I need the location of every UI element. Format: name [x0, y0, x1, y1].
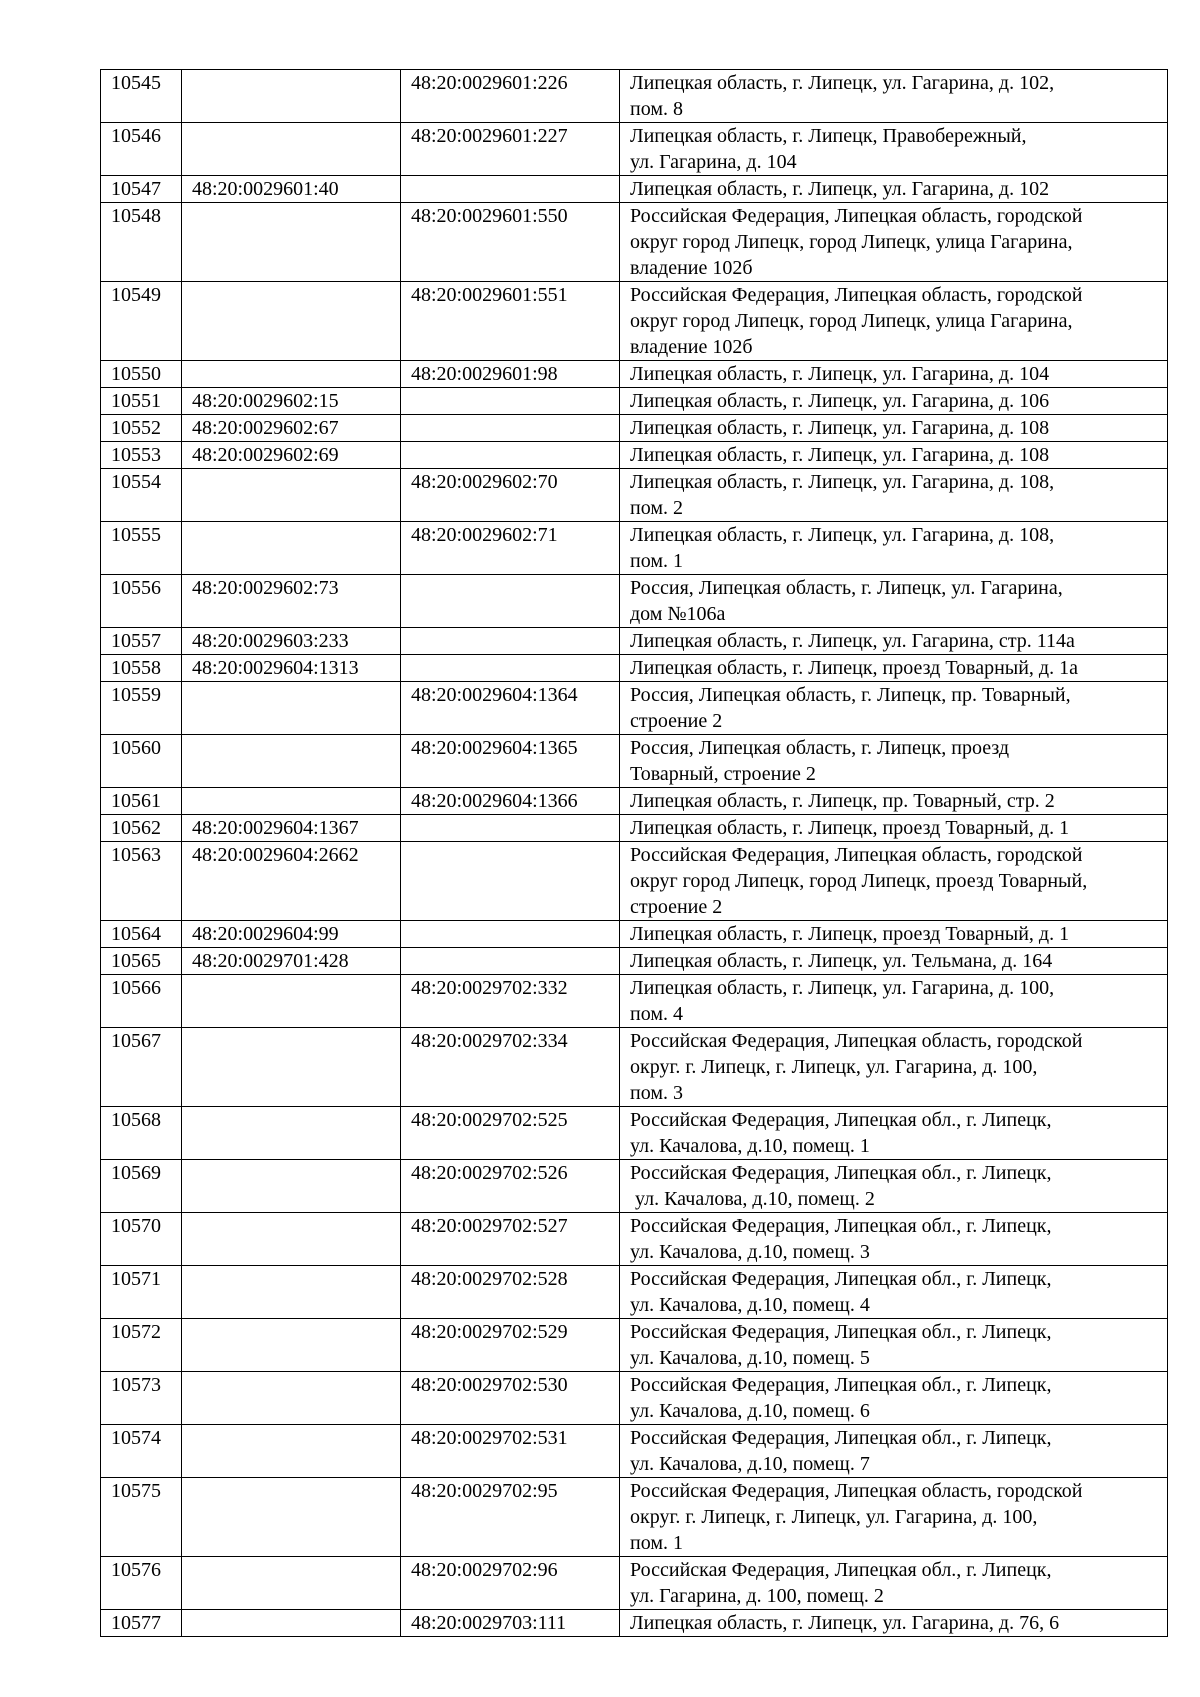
row-number-cell: 10555 [101, 522, 182, 575]
table-row [101, 1372, 1168, 1425]
parcel-cadastral-number-cell: 48:20:0029602:67 [182, 415, 401, 442]
address-cell: Липецкая область, г. Липецк, ул. Гагарина, д. 108 [620, 442, 1168, 469]
address-cell: Липецкая область, г. Липецк, ул. Гагарина, д. 102 [620, 176, 1168, 203]
records-table-body [101, 70, 1168, 1637]
table-row [101, 70, 1168, 123]
row-number-cell: 10554 [101, 469, 182, 522]
address-cell: Липецкая область, г. Липецк, ул. Гагарина, д. 106 [620, 388, 1168, 415]
parcel-cadastral-number-cell: 48:20:0029701:428 [182, 948, 401, 975]
address-cell: Липецкая область, г. Липецк, ул. Гагарина, д. 108, пом. 2 [620, 469, 1168, 522]
object-cadastral-number-cell: 48:20:0029702:526 [401, 1160, 620, 1213]
table-row [101, 975, 1168, 1028]
object-cadastral-number-cell [401, 655, 620, 682]
row-number-cell: 10577 [101, 1610, 182, 1637]
parcel-cadastral-number-cell [182, 1213, 401, 1266]
parcel-cadastral-number-cell: 48:20:0029601:40 [182, 176, 401, 203]
address-cell: Липецкая область, г. Липецк, проезд Товарный, д. 1 [620, 921, 1168, 948]
parcel-cadastral-number-cell: 48:20:0029604:1313 [182, 655, 401, 682]
address-cell: Липецкая область, г. Липецк, ул. Гагарина, д. 104 [620, 361, 1168, 388]
row-number-cell: 10553 [101, 442, 182, 469]
table-row [101, 176, 1168, 203]
table-row [101, 788, 1168, 815]
parcel-cadastral-number-cell [182, 1372, 401, 1425]
table-row [101, 1557, 1168, 1610]
object-cadastral-number-cell: 48:20:0029702:530 [401, 1372, 620, 1425]
row-number-cell: 10574 [101, 1425, 182, 1478]
object-cadastral-number-cell [401, 575, 620, 628]
row-number-cell: 10551 [101, 388, 182, 415]
address-cell: Российская Федерация, Липецкая область, городской округ город Липецк, город Липецк, проезд Товарный, строение 2 [620, 842, 1168, 921]
object-cadastral-number-cell: 48:20:0029702:527 [401, 1213, 620, 1266]
table-row [101, 442, 1168, 469]
object-cadastral-number-cell: 48:20:0029604:1364 [401, 682, 620, 735]
address-cell: Липецкая область, г. Липецк, пр. Товарный, стр. 2 [620, 788, 1168, 815]
parcel-cadastral-number-cell: 48:20:0029603:233 [182, 628, 401, 655]
address-cell: Липецкая область, г. Липецк, Правобережный, ул. Гагарина, д. 104 [620, 123, 1168, 176]
row-number-cell: 10546 [101, 123, 182, 176]
table-row [101, 1478, 1168, 1557]
parcel-cadastral-number-cell [182, 682, 401, 735]
table-row [101, 469, 1168, 522]
table-row [101, 388, 1168, 415]
parcel-cadastral-number-cell [182, 788, 401, 815]
row-number-cell: 10564 [101, 921, 182, 948]
address-cell: Российская Федерация, Липецкая обл., г. Липецк, ул. Качалова, д.10, помещ. 7 [620, 1425, 1168, 1478]
address-cell: Липецкая область, г. Липецк, ул. Гагарина, д. 108, пом. 1 [620, 522, 1168, 575]
address-cell: Российская Федерация, Липецкая обл., г. Липецк, ул. Качалова, д.10, помещ. 4 [620, 1266, 1168, 1319]
address-cell: Липецкая область, г. Липецк, ул. Гагарина, стр. 114а [620, 628, 1168, 655]
parcel-cadastral-number-cell: 48:20:0029604:99 [182, 921, 401, 948]
table-row [101, 361, 1168, 388]
parcel-cadastral-number-cell [182, 975, 401, 1028]
address-cell: Российская Федерация, Липецкая область, городской округ. г. Липецк, г. Липецк, ул. Гагарина, д. 100, пом. 3 [620, 1028, 1168, 1107]
table-row [101, 575, 1168, 628]
records-table [100, 69, 1168, 1637]
row-number-cell: 10547 [101, 176, 182, 203]
table-row [101, 1160, 1168, 1213]
object-cadastral-number-cell: 48:20:0029702:334 [401, 1028, 620, 1107]
parcel-cadastral-number-cell [182, 70, 401, 123]
parcel-cadastral-number-cell [182, 1610, 401, 1637]
object-cadastral-number-cell: 48:20:0029702:531 [401, 1425, 620, 1478]
object-cadastral-number-cell [401, 921, 620, 948]
parcel-cadastral-number-cell [182, 123, 401, 176]
row-number-cell: 10550 [101, 361, 182, 388]
address-cell: Российская Федерация, Липецкая обл., г. Липецк, ул. Качалова, д.10, помещ. 3 [620, 1213, 1168, 1266]
row-number-cell: 10562 [101, 815, 182, 842]
address-cell: Российская Федерация, Липецкая обл., г. Липецк, ул. Качалова, д.10, помещ. 6 [620, 1372, 1168, 1425]
table-row [101, 628, 1168, 655]
table-row [101, 1213, 1168, 1266]
table-row [101, 1425, 1168, 1478]
parcel-cadastral-number-cell: 48:20:0029602:15 [182, 388, 401, 415]
parcel-cadastral-number-cell [182, 1160, 401, 1213]
table-row [101, 921, 1168, 948]
table-row [101, 1319, 1168, 1372]
address-cell: Липецкая область, г. Липецк, проезд Товарный, д. 1 [620, 815, 1168, 842]
parcel-cadastral-number-cell: 48:20:0029602:73 [182, 575, 401, 628]
row-number-cell: 10566 [101, 975, 182, 1028]
table-row [101, 1266, 1168, 1319]
parcel-cadastral-number-cell [182, 361, 401, 388]
object-cadastral-number-cell [401, 842, 620, 921]
address-cell: Российская Федерация, Липецкая обл., г. Липецк, ул. Качалова, д.10, помещ. 2 [620, 1160, 1168, 1213]
object-cadastral-number-cell: 48:20:0029703:111 [401, 1610, 620, 1637]
object-cadastral-number-cell [401, 628, 620, 655]
row-number-cell: 10571 [101, 1266, 182, 1319]
parcel-cadastral-number-cell [182, 1319, 401, 1372]
table-row [101, 842, 1168, 921]
row-number-cell: 10565 [101, 948, 182, 975]
table-row [101, 682, 1168, 735]
parcel-cadastral-number-cell [182, 1107, 401, 1160]
address-cell: Российская Федерация, Липецкая область, городской округ город Липецк, город Липецк, улица Гагарина, владение 102б [620, 203, 1168, 282]
row-number-cell: 10570 [101, 1213, 182, 1266]
row-number-cell: 10572 [101, 1319, 182, 1372]
object-cadastral-number-cell: 48:20:0029601:98 [401, 361, 620, 388]
address-cell: Российская Федерация, Липецкая обл., г. Липецк, ул. Качалова, д.10, помещ. 1 [620, 1107, 1168, 1160]
table-row [101, 1610, 1168, 1637]
parcel-cadastral-number-cell: 48:20:0029604:2662 [182, 842, 401, 921]
parcel-cadastral-number-cell [182, 1266, 401, 1319]
parcel-cadastral-number-cell [182, 522, 401, 575]
object-cadastral-number-cell: 48:20:0029601:227 [401, 123, 620, 176]
address-cell: Липецкая область, г. Липецк, ул. Гагарина, д. 102, пом. 8 [620, 70, 1168, 123]
object-cadastral-number-cell: 48:20:0029702:96 [401, 1557, 620, 1610]
parcel-cadastral-number-cell [182, 1028, 401, 1107]
object-cadastral-number-cell: 48:20:0029602:70 [401, 469, 620, 522]
parcel-cadastral-number-cell [182, 469, 401, 522]
table-row [101, 203, 1168, 282]
row-number-cell: 10575 [101, 1478, 182, 1557]
object-cadastral-number-cell: 48:20:0029601:226 [401, 70, 620, 123]
row-number-cell: 10556 [101, 575, 182, 628]
table-row [101, 415, 1168, 442]
row-number-cell: 10567 [101, 1028, 182, 1107]
address-cell: Российская Федерация, Липецкая обл., г. Липецк, ул. Качалова, д.10, помещ. 5 [620, 1319, 1168, 1372]
parcel-cadastral-number-cell [182, 1478, 401, 1557]
address-cell: Россия, Липецкая область, г. Липецк, ул. Гагарина, дом №106а [620, 575, 1168, 628]
row-number-cell: 10559 [101, 682, 182, 735]
row-number-cell: 10548 [101, 203, 182, 282]
address-cell: Россия, Липецкая область, г. Липецк, пр. Товарный, строение 2 [620, 682, 1168, 735]
table-row [101, 123, 1168, 176]
table-row [101, 948, 1168, 975]
address-cell: Липецкая область, г. Липецк, проезд Товарный, д. 1а [620, 655, 1168, 682]
object-cadastral-number-cell: 48:20:0029604:1365 [401, 735, 620, 788]
row-number-cell: 10563 [101, 842, 182, 921]
row-number-cell: 10557 [101, 628, 182, 655]
parcel-cadastral-number-cell: 48:20:0029604:1367 [182, 815, 401, 842]
row-number-cell: 10576 [101, 1557, 182, 1610]
table-row [101, 282, 1168, 361]
object-cadastral-number-cell: 48:20:0029702:528 [401, 1266, 620, 1319]
parcel-cadastral-number-cell: 48:20:0029602:69 [182, 442, 401, 469]
row-number-cell: 10552 [101, 415, 182, 442]
table-row [101, 735, 1168, 788]
address-cell: Россия, Липецкая область, г. Липецк, проезд Товарный, строение 2 [620, 735, 1168, 788]
table-row [101, 1028, 1168, 1107]
row-number-cell: 10549 [101, 282, 182, 361]
table-row [101, 815, 1168, 842]
address-cell: Липецкая область, г. Липецк, ул. Тельмана, д. 164 [620, 948, 1168, 975]
parcel-cadastral-number-cell [182, 203, 401, 282]
object-cadastral-number-cell [401, 176, 620, 203]
object-cadastral-number-cell [401, 948, 620, 975]
parcel-cadastral-number-cell [182, 1425, 401, 1478]
table-row [101, 655, 1168, 682]
address-cell: Липецкая область, г. Липецк, ул. Гагарина, д. 100, пом. 4 [620, 975, 1168, 1028]
address-cell: Липецкая область, г. Липецк, ул. Гагарина, д. 108 [620, 415, 1168, 442]
address-cell: Российская Федерация, Липецкая область, городской округ. г. Липецк, г. Липецк, ул. Гагарина, д. 100, пом. 1 [620, 1478, 1168, 1557]
row-number-cell: 10561 [101, 788, 182, 815]
row-number-cell: 10568 [101, 1107, 182, 1160]
table-row [101, 1107, 1168, 1160]
object-cadastral-number-cell: 48:20:0029604:1366 [401, 788, 620, 815]
table-row [101, 522, 1168, 575]
parcel-cadastral-number-cell [182, 1557, 401, 1610]
object-cadastral-number-cell [401, 442, 620, 469]
row-number-cell: 10558 [101, 655, 182, 682]
parcel-cadastral-number-cell [182, 282, 401, 361]
address-cell: Российская Федерация, Липецкая область, городской округ город Липецк, город Липецк, улица Гагарина, владение 102б [620, 282, 1168, 361]
parcel-cadastral-number-cell [182, 735, 401, 788]
row-number-cell: 10560 [101, 735, 182, 788]
object-cadastral-number-cell: 48:20:0029702:525 [401, 1107, 620, 1160]
object-cadastral-number-cell: 48:20:0029702:332 [401, 975, 620, 1028]
object-cadastral-number-cell: 48:20:0029602:71 [401, 522, 620, 575]
object-cadastral-number-cell: 48:20:0029702:95 [401, 1478, 620, 1557]
row-number-cell: 10569 [101, 1160, 182, 1213]
row-number-cell: 10573 [101, 1372, 182, 1425]
object-cadastral-number-cell [401, 388, 620, 415]
object-cadastral-number-cell [401, 815, 620, 842]
address-cell: Российская Федерация, Липецкая обл., г. Липецк, ул. Гагарина, д. 100, помещ. 2 [620, 1557, 1168, 1610]
object-cadastral-number-cell: 48:20:0029702:529 [401, 1319, 620, 1372]
address-cell: Липецкая область, г. Липецк, ул. Гагарина, д. 76, 6 [620, 1610, 1168, 1637]
object-cadastral-number-cell [401, 415, 620, 442]
row-number-cell: 10545 [101, 70, 182, 123]
object-cadastral-number-cell: 48:20:0029601:551 [401, 282, 620, 361]
object-cadastral-number-cell: 48:20:0029601:550 [401, 203, 620, 282]
